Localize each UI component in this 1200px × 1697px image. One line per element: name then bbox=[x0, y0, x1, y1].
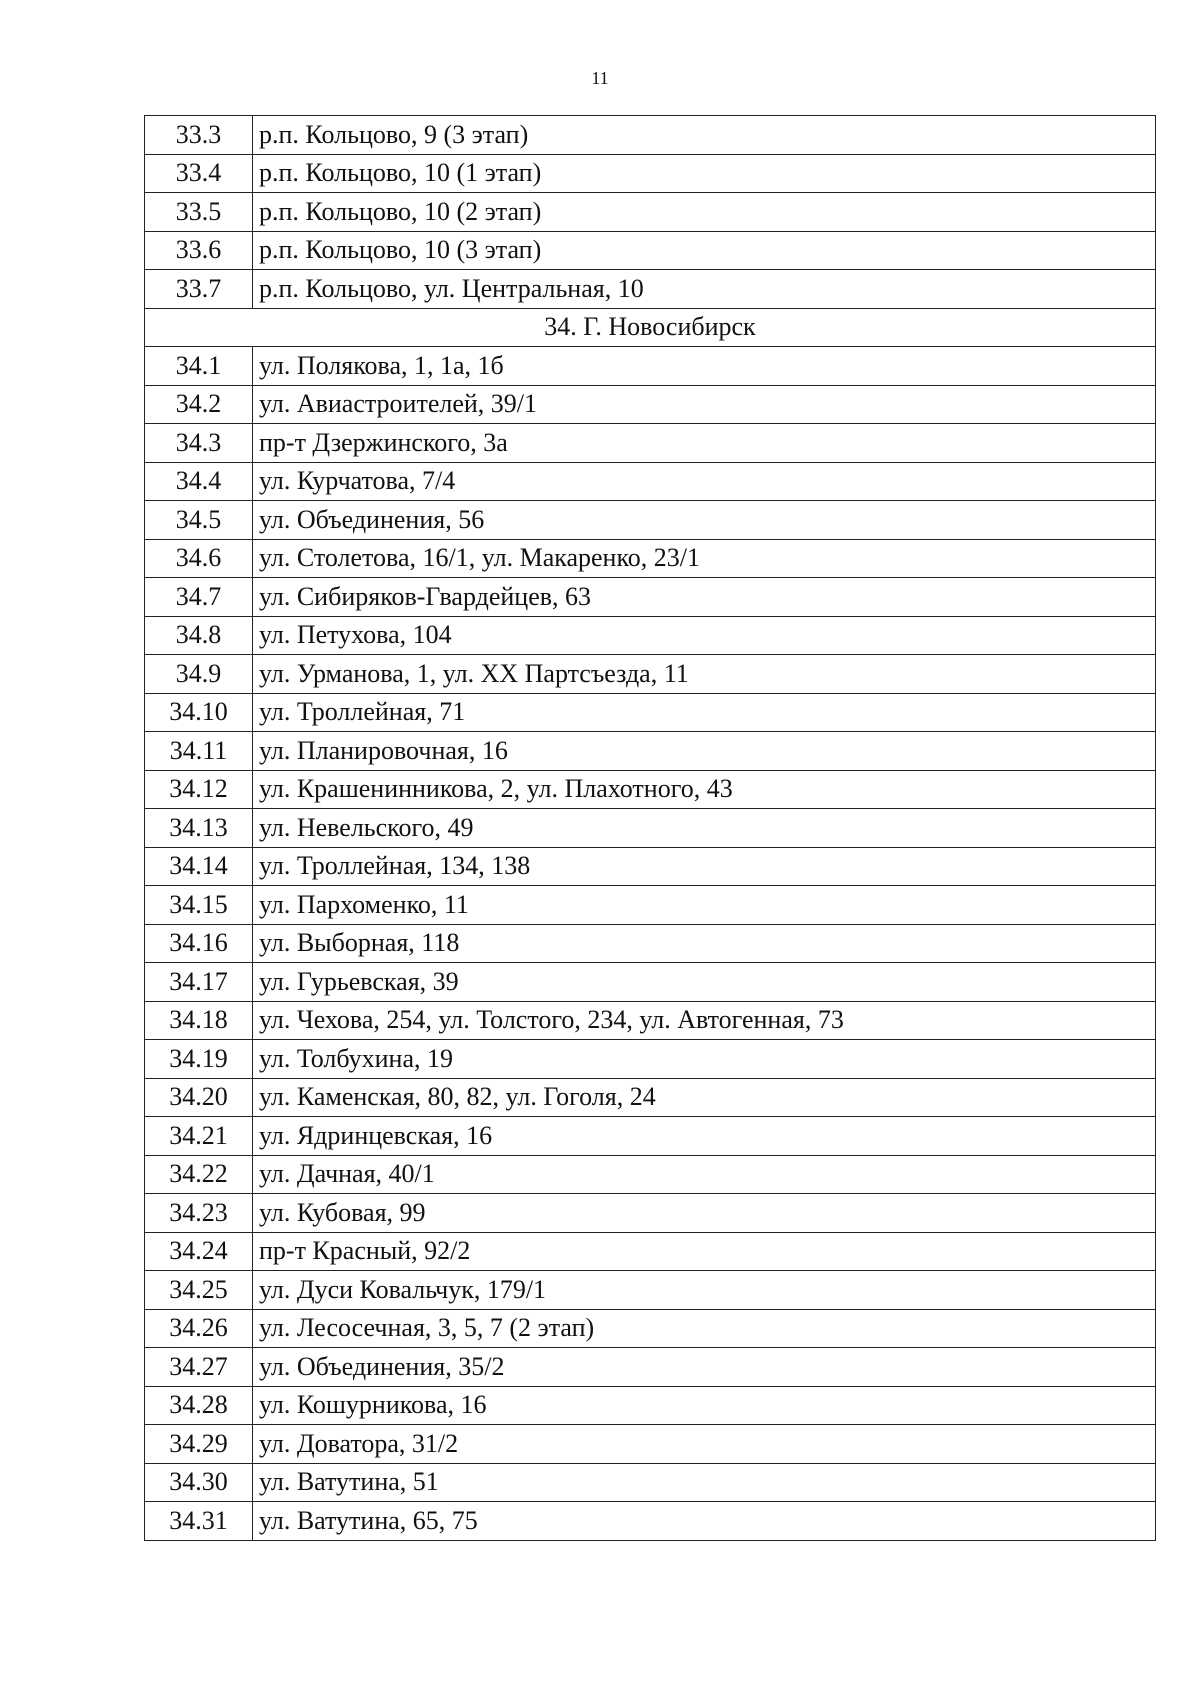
row-address: р.п. Кольцово, 10 (2 этап) bbox=[253, 193, 1156, 232]
table-row bbox=[145, 193, 1156, 232]
row-number: 34.3 bbox=[145, 424, 253, 463]
table-row bbox=[145, 1155, 1156, 1194]
table-row bbox=[145, 270, 1156, 309]
row-address: ул. Объединения, 56 bbox=[253, 501, 1156, 540]
row-address: ул. Доватора, 31/2 bbox=[253, 1425, 1156, 1464]
row-address: ул. Авиастроителей, 39/1 bbox=[253, 385, 1156, 424]
row-address: ул. Гурьевская, 39 bbox=[253, 963, 1156, 1002]
address-table bbox=[144, 115, 1156, 1541]
row-number: 34.21 bbox=[145, 1117, 253, 1156]
row-number: 34.30 bbox=[145, 1463, 253, 1502]
table-row bbox=[145, 963, 1156, 1002]
table-row bbox=[145, 1078, 1156, 1117]
row-number: 34.14 bbox=[145, 847, 253, 886]
row-number: 34.18 bbox=[145, 1001, 253, 1040]
row-address: пр-т Красный, 92/2 bbox=[253, 1232, 1156, 1271]
row-number: 34.10 bbox=[145, 693, 253, 732]
row-address: ул. Дуси Ковальчук, 179/1 bbox=[253, 1271, 1156, 1310]
row-number: 34.6 bbox=[145, 539, 253, 578]
row-address: ул. Ядринцевская, 16 bbox=[253, 1117, 1156, 1156]
table-row bbox=[145, 886, 1156, 925]
row-number: 34.24 bbox=[145, 1232, 253, 1271]
table-row bbox=[145, 231, 1156, 270]
row-number: 34.20 bbox=[145, 1078, 253, 1117]
table-row bbox=[145, 1194, 1156, 1233]
page-number: 11 bbox=[591, 68, 609, 88]
table-row bbox=[145, 693, 1156, 732]
table-row bbox=[145, 924, 1156, 963]
table-row bbox=[145, 385, 1156, 424]
table-row bbox=[145, 501, 1156, 540]
row-address: ул. Столетова, 16/1, ул. Макаренко, 23/1 bbox=[253, 539, 1156, 578]
table-row bbox=[145, 1271, 1156, 1310]
row-number: 34.4 bbox=[145, 462, 253, 501]
row-number: 34.8 bbox=[145, 616, 253, 655]
row-address: ул. Ватутина, 51 bbox=[253, 1463, 1156, 1502]
row-address: ул. Невельского, 49 bbox=[253, 809, 1156, 848]
table-row bbox=[145, 1117, 1156, 1156]
row-number: 33.5 bbox=[145, 193, 253, 232]
table-row bbox=[145, 655, 1156, 694]
table-row bbox=[145, 1040, 1156, 1079]
row-address: р.п. Кольцово, 10 (3 этап) bbox=[253, 231, 1156, 270]
table-row bbox=[145, 1001, 1156, 1040]
row-number: 33.4 bbox=[145, 154, 253, 193]
row-number: 34.16 bbox=[145, 924, 253, 963]
row-address: ул. Кошурникова, 16 bbox=[253, 1386, 1156, 1425]
row-address: ул. Ватутина, 65, 75 bbox=[253, 1502, 1156, 1541]
table-row bbox=[145, 347, 1156, 386]
row-address: ул. Лесосечная, 3, 5, 7 (2 этап) bbox=[253, 1309, 1156, 1348]
row-number: 34.19 bbox=[145, 1040, 253, 1079]
row-address: ул. Кубовая, 99 bbox=[253, 1194, 1156, 1233]
row-number: 34.15 bbox=[145, 886, 253, 925]
table-row bbox=[145, 732, 1156, 771]
row-number: 34.11 bbox=[145, 732, 253, 771]
row-address: ул. Каменская, 80, 82, ул. Гоголя, 24 bbox=[253, 1078, 1156, 1117]
table-row bbox=[145, 1232, 1156, 1271]
table-row bbox=[145, 424, 1156, 463]
table-row bbox=[145, 1502, 1156, 1541]
table-row bbox=[145, 1463, 1156, 1502]
row-number: 34.23 bbox=[145, 1194, 253, 1233]
table-row bbox=[145, 1425, 1156, 1464]
table-row bbox=[145, 847, 1156, 886]
row-address: ул. Урманова, 1, ул. ХХ Партсъезда, 11 bbox=[253, 655, 1156, 694]
row-number: 34.2 bbox=[145, 385, 253, 424]
row-address: ул. Троллейная, 71 bbox=[253, 693, 1156, 732]
section-row bbox=[145, 308, 1156, 347]
table-row bbox=[145, 1309, 1156, 1348]
row-number: 34.31 bbox=[145, 1502, 253, 1541]
row-number: 33.3 bbox=[145, 116, 253, 155]
row-address: ул. Сибиряков-Гвардейцев, 63 bbox=[253, 578, 1156, 617]
row-number: 34.27 bbox=[145, 1348, 253, 1387]
row-number: 34.25 bbox=[145, 1271, 253, 1310]
table-row bbox=[145, 462, 1156, 501]
row-number: 34.17 bbox=[145, 963, 253, 1002]
row-number: 34.26 bbox=[145, 1309, 253, 1348]
address-table-body bbox=[145, 116, 1156, 1541]
row-address: р.п. Кольцово, ул. Центральная, 10 bbox=[253, 270, 1156, 309]
row-address: р.п. Кольцово, 10 (1 этап) bbox=[253, 154, 1156, 193]
row-address: пр-т Дзержинского, 3а bbox=[253, 424, 1156, 463]
row-number: 34.1 bbox=[145, 347, 253, 386]
row-number: 34.22 bbox=[145, 1155, 253, 1194]
section-heading: 34. Г. Новосибирск bbox=[145, 308, 1156, 347]
row-number: 34.29 bbox=[145, 1425, 253, 1464]
table-row bbox=[145, 116, 1156, 155]
table-row bbox=[145, 770, 1156, 809]
table-row bbox=[145, 539, 1156, 578]
row-address: ул. Объединения, 35/2 bbox=[253, 1348, 1156, 1387]
row-number: 34.12 bbox=[145, 770, 253, 809]
table-row bbox=[145, 809, 1156, 848]
row-number: 33.7 bbox=[145, 270, 253, 309]
row-address: р.п. Кольцово, 9 (3 этап) bbox=[253, 116, 1156, 155]
row-address: ул. Пархоменко, 11 bbox=[253, 886, 1156, 925]
row-address: ул. Крашенинникова, 2, ул. Плахотного, 43 bbox=[253, 770, 1156, 809]
row-number: 34.28 bbox=[145, 1386, 253, 1425]
table-row bbox=[145, 154, 1156, 193]
table-row bbox=[145, 1386, 1156, 1425]
table-row bbox=[145, 578, 1156, 617]
table-row bbox=[145, 616, 1156, 655]
row-number: 33.6 bbox=[145, 231, 253, 270]
row-address: ул. Курчатова, 7/4 bbox=[253, 462, 1156, 501]
row-number: 34.7 bbox=[145, 578, 253, 617]
row-address: ул. Чехова, 254, ул. Толстого, 234, ул. Автогенная, 73 bbox=[253, 1001, 1156, 1040]
row-address: ул. Толбухина, 19 bbox=[253, 1040, 1156, 1079]
row-address: ул. Петухова, 104 bbox=[253, 616, 1156, 655]
row-address: ул. Планировочная, 16 bbox=[253, 732, 1156, 771]
row-number: 34.5 bbox=[145, 501, 253, 540]
row-address: ул. Троллейная, 134, 138 bbox=[253, 847, 1156, 886]
row-address: ул. Дачная, 40/1 bbox=[253, 1155, 1156, 1194]
row-number: 34.9 bbox=[145, 655, 253, 694]
row-address: ул. Выборная, 118 bbox=[253, 924, 1156, 963]
table-row bbox=[145, 1348, 1156, 1387]
row-number: 34.13 bbox=[145, 809, 253, 848]
row-address: ул. Полякова, 1, 1а, 1б bbox=[253, 347, 1156, 386]
